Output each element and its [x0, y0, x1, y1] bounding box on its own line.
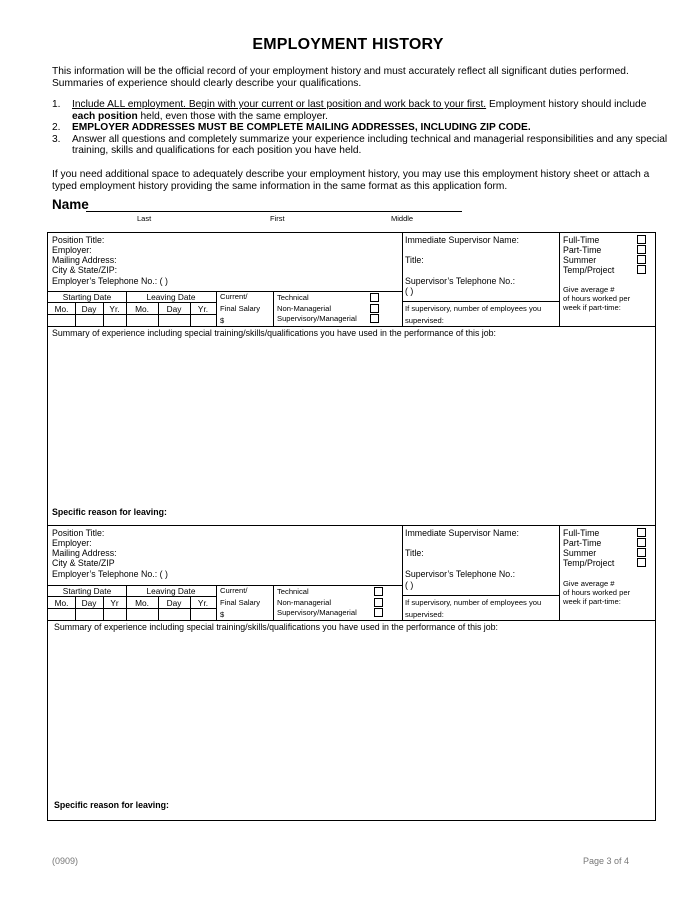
leave-day-header: Day [166, 304, 182, 314]
instruction-1-tail: held, even those with the same employer. [137, 110, 328, 122]
leave-month-header: Mo. [135, 304, 149, 314]
page-title: EMPLOYMENT HISTORY [252, 36, 444, 53]
start-month-header: Mo. [54, 304, 69, 314]
supervisory-label: Supervisory/Managerial [277, 608, 357, 617]
reason-for-leaving-label: Specific reason for leaving: [52, 507, 167, 517]
form-code: (0909) [52, 856, 79, 866]
start-day-header: Day [81, 598, 97, 608]
technical-checkbox[interactable] [374, 587, 383, 596]
leaving-date-header: Leaving Date [146, 586, 196, 596]
avg-hours-label-1: Give average # [563, 285, 615, 294]
leave-year-header: Yr. [197, 304, 209, 314]
temp-project-checkbox[interactable] [637, 558, 646, 567]
supervisory-checkbox[interactable] [374, 608, 383, 617]
avg-hours-label-3: week if part-time: [563, 597, 621, 606]
reason-for-leaving-label: Specific reason for leaving: [54, 800, 169, 810]
instruction-number: 3. [52, 133, 61, 145]
part-time-checkbox[interactable] [637, 245, 646, 254]
non-managerial-checkbox[interactable] [370, 304, 379, 313]
temp-project-checkbox[interactable] [637, 265, 646, 274]
position-title-label: Position Title: [52, 528, 105, 538]
summer-checkbox[interactable] [637, 548, 646, 557]
non-managerial-label: Non-managerial [277, 598, 332, 607]
name-label: Name [52, 197, 89, 212]
summer-label: Summer [563, 548, 597, 558]
instruction-number: 2. [52, 122, 61, 133]
summary-label: Summary of experience including special training/skills/qualifications you have used in the performance of this job: [52, 328, 496, 338]
instruction-number: 1. [52, 99, 61, 110]
current-label: Current/ [220, 586, 248, 595]
employment-block-2 [47, 526, 656, 821]
start-year-header: Yr. [109, 304, 120, 314]
mailing-address-label: Mailing Address: [52, 548, 117, 558]
employer-telephone-label: Employer’s Telephone No.: ( ) [52, 569, 168, 579]
instruction-1-bold: each position [72, 110, 138, 122]
final-salary-label: Final Salary [220, 598, 261, 607]
supervisor-title-label: Title: [405, 255, 424, 265]
supervisor-name-label: Immediate Supervisor Name: [405, 528, 519, 538]
instructions-list [52, 99, 672, 157]
instruction-2 [52, 122, 672, 134]
last-name-caption: Last [137, 214, 152, 223]
employment-block-1 [47, 232, 656, 526]
avg-hours-label-1: Give average # [563, 579, 615, 588]
name-field[interactable] [86, 211, 462, 212]
leave-month-header: Mo. [135, 598, 149, 608]
technical-label: Technical [277, 587, 309, 596]
mailing-address-label: Mailing Address: [52, 255, 117, 265]
supervisor-telephone-label: Supervisor’s Telephone No.: [405, 569, 516, 579]
full-time-label: Full-Time [563, 528, 600, 538]
city-state-zip-label: City & State/ZIP: [52, 265, 118, 275]
supervisor-telephone-label: Supervisor’s Telephone No.: [405, 276, 516, 286]
technical-checkbox[interactable] [370, 293, 379, 302]
part-time-label: Part-Time [563, 538, 602, 548]
employer-label: Employer: [52, 245, 92, 255]
full-time-checkbox[interactable] [637, 235, 646, 244]
summary-label: Summary of experience including special training/skills/qualifications you have used in the performance of this job: [54, 622, 498, 632]
full-time-label: Full-Time [563, 235, 600, 245]
employer-telephone-label: Employer’s Telephone No.: ( ) [52, 276, 168, 286]
starting-date-header: Starting Date [62, 292, 112, 302]
start-month-header: Mo. [54, 598, 69, 608]
temp-project-label: Temp/Project [563, 265, 615, 275]
starting-date-header: Starting Date [62, 586, 112, 596]
employees-supervised-label: If supervisory, number of employees you [405, 598, 542, 607]
salary-dollar-sign: $ [220, 316, 225, 325]
non-managerial-checkbox[interactable] [374, 598, 383, 607]
page-number: Page 3 of 4 [583, 856, 630, 866]
current-label: Current/ [220, 292, 248, 301]
technical-label: Technical [277, 293, 309, 302]
supervisor-telephone-area: ( ) [405, 580, 414, 590]
leaving-date-header: Leaving Date [146, 292, 196, 302]
supervisor-name-label: Immediate Supervisor Name: [405, 235, 519, 245]
supervisor-telephone-area: ( ) [405, 286, 414, 296]
avg-hours-label-2: of hours worked per [563, 294, 631, 303]
employees-supervised-label-2: supervised: [405, 316, 444, 325]
leave-day-header: Day [166, 598, 182, 608]
start-year-header: Yr [110, 598, 119, 608]
final-salary-label: Final Salary [220, 304, 261, 313]
part-time-checkbox[interactable] [637, 538, 646, 547]
supervisory-checkbox[interactable] [370, 314, 379, 323]
temp-project-label: Temp/Project [563, 558, 615, 568]
instruction-1-rest: Employment history should include [486, 99, 647, 110]
leave-year-header: Yr. [197, 598, 209, 608]
instruction-1 [52, 99, 672, 122]
summer-checkbox[interactable] [637, 255, 646, 264]
part-time-label: Part-Time [563, 245, 602, 255]
start-day-header: Day [81, 304, 97, 314]
supervisor-title-label: Title: [405, 548, 424, 558]
employees-supervised-label: If supervisory, number of employees you [405, 304, 542, 313]
employees-supervised-label-2: supervised: [405, 610, 444, 619]
instruction-3 [52, 134, 672, 157]
salary-dollar-sign: $ [220, 610, 225, 619]
position-title-label: Position Title: [52, 235, 105, 245]
instruction-3-text: Answer all questions and completely summarize your experience including technical and managerial responsibilities and any special training, skills and qualifications for each position you have held. [72, 133, 668, 156]
instruction-2-text: EMPLOYER ADDRESSES MUST BE COMPLETE MAILING ADDRESSES, INCLUDING ZIP CODE. [72, 122, 531, 133]
non-managerial-label: Non-Managerial [277, 304, 332, 313]
additional-space-text: If you need additional space to adequately describe your employment history, you may use this employment history sheet or attach a typed employment history providing the same information in the same format as this application form. [52, 169, 650, 192]
supervisory-label: Supervisory/Managerial [277, 314, 357, 323]
city-state-zip-label: City & State/ZIP [52, 558, 115, 568]
instruction-1-underlined: Include ALL employment. Begin with your current or last position and work back to your first. [72, 99, 487, 110]
summer-label: Summer [563, 255, 597, 265]
intro-text: This information will be the official record of your employment history and must accurately reflect all significant duties performed. Summaries of experience should clearly describe your qualifications. [52, 66, 629, 89]
avg-hours-label-3: week if part-time: [563, 303, 621, 312]
avg-hours-label-2: of hours worked per [563, 588, 631, 597]
first-name-caption: First [270, 214, 285, 223]
employer-label: Employer: [52, 538, 92, 548]
middle-name-caption: Middle [391, 214, 414, 223]
full-time-checkbox[interactable] [637, 528, 646, 537]
